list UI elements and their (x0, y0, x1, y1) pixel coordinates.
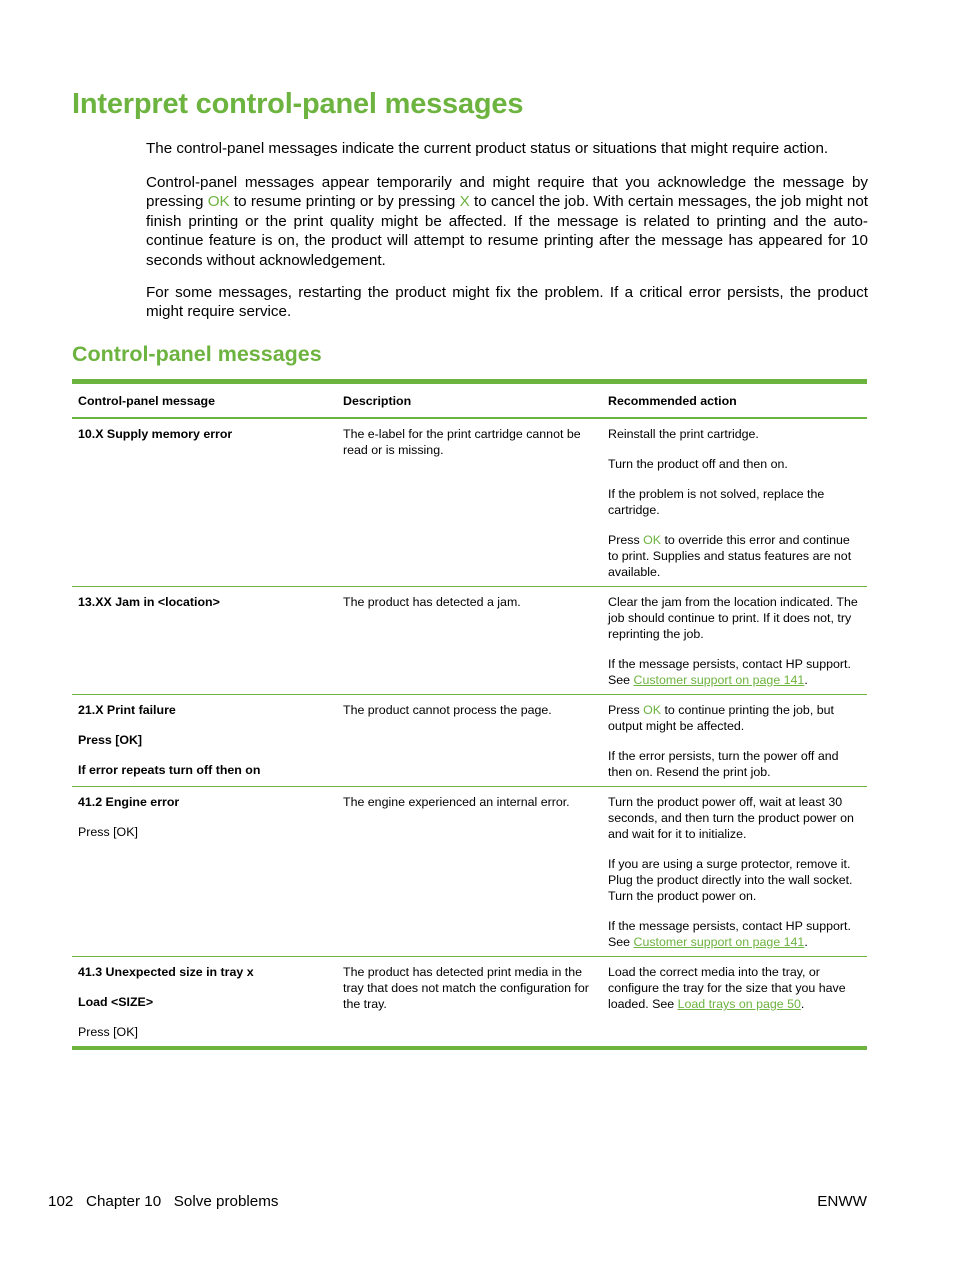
action-fragment: . (804, 673, 808, 687)
message-text: Press [OK] (78, 733, 143, 747)
action-fragment: . (804, 935, 808, 949)
message-text: If error repeats turn off then on (78, 763, 261, 777)
footer-edition: ENWW (817, 1193, 867, 1210)
customer-support-link[interactable]: Customer support on page 141 (633, 673, 805, 687)
column-header: Description (343, 394, 412, 408)
section-title: Control-panel messages (72, 342, 322, 366)
intro-text: Control-panel messages appear temporarily and might require that you acknowledge the message by pressing (146, 174, 868, 211)
action-text (608, 964, 861, 1012)
description-cell: The product has detected print media in the tray that does not match the configuration for the tray. (343, 965, 589, 1011)
action-text (608, 656, 861, 688)
message-cell (72, 587, 337, 695)
table-row (72, 587, 867, 695)
description-cell: The product cannot process the page. (343, 703, 552, 717)
footer-chapter: 102 Chapter 10 Solve problems (48, 1193, 279, 1210)
message-text: 41.2 Engine error (78, 795, 180, 809)
ok-key-label: OK (643, 703, 662, 717)
table-row (72, 957, 867, 1049)
action-text: Turn the product power off, wait at least 30 seconds, and then turn the product power on and wait for it to initialize. (608, 795, 854, 841)
x-key-label: X (459, 193, 470, 211)
action-cell (602, 957, 867, 1049)
message-text: Load <SIZE> (78, 995, 154, 1009)
action-fragment: to override this error and continue to print. Supplies and status features are not available. (608, 533, 852, 579)
column-header: Recommended action (608, 394, 737, 408)
column-header: Control-panel message (78, 394, 216, 408)
description-cell: The engine experienced an internal error. (343, 795, 570, 809)
intro-paragraph-3: For some messages, restarting the product might fix the problem. If a critical error persists, the product might require service. (146, 284, 868, 321)
action-text (608, 702, 861, 734)
message-text: Press [OK] (78, 1025, 138, 1039)
message-text: 21.X Print failure (78, 703, 176, 717)
message-cell (72, 418, 337, 587)
action-text: Turn the product off and then on. (608, 457, 788, 471)
action-text: If the error persists, turn the power off and then on. Resend the print job. (608, 749, 839, 779)
messages-table (72, 379, 867, 1050)
load-trays-link[interactable]: Load trays on page 50 (677, 997, 801, 1011)
page-title: Interpret control-panel messages (72, 88, 524, 120)
message-cell (72, 787, 337, 957)
ok-key-label: OK (643, 533, 662, 547)
description-cell: The e-label for the print cartridge cannot be read or is missing. (343, 427, 581, 457)
action-fragment: Press (608, 533, 644, 547)
message-text: 13.XX Jam in <location> (78, 595, 220, 609)
customer-support-link[interactable]: Customer support on page 141 (633, 935, 805, 949)
intro-paragraph-2 (146, 173, 868, 270)
intro-text: to cancel the job. With certain messages, the job might not finish printing or the print quality might be affected. If the message is related to printing and the auto-continue feature is on, the product will attempt to resume printing after the message has appeared for 10 seconds without acknowledgement. (146, 193, 868, 269)
description-cell: The product has detected a jam. (343, 595, 521, 609)
action-text (608, 532, 861, 580)
message-text: 10.X Supply memory error (78, 427, 233, 441)
table-header-row (72, 382, 867, 419)
table-row (72, 695, 867, 787)
action-fragment: If the message persists, contact HP support. See (608, 919, 851, 949)
message-cell (72, 695, 337, 787)
action-fragment: . (800, 997, 805, 1011)
action-cell (602, 787, 867, 957)
action-text: If the problem is not solved, replace the cartridge. (608, 487, 825, 517)
message-text: Press [OK] (78, 825, 138, 839)
action-cell (602, 418, 867, 587)
action-fragment: Load the correct media into the tray, or configure the tray for the size that you have loaded. See (608, 965, 846, 1011)
action-fragment: to continue printing the job, but output might be affected. (608, 703, 834, 733)
action-fragment: Press (608, 703, 644, 717)
action-text: Reinstall the print cartridge. (608, 427, 759, 441)
ok-key-label: OK (207, 193, 230, 211)
intro-paragraph-1: The control-panel messages indicate the current product status or situations that might require action. (146, 140, 829, 157)
intro-text: to resume printing or by pressing (229, 193, 460, 211)
action-text: If you are using a surge protector, remove it. Plug the product directly into the wall socket. Turn the product power on. (608, 857, 853, 903)
message-cell (72, 957, 337, 1049)
table-row (72, 787, 867, 957)
action-cell (602, 695, 867, 787)
message-text: 41.3 Unexpected size in tray x (78, 965, 254, 979)
action-fragment: If the message persists, contact HP support. See (608, 657, 851, 687)
action-text (608, 918, 861, 950)
action-cell (602, 587, 867, 695)
table-row (72, 418, 867, 587)
action-text: Clear the jam from the location indicated. The job should continue to print. If it does not, try reprinting the job. (608, 595, 858, 641)
